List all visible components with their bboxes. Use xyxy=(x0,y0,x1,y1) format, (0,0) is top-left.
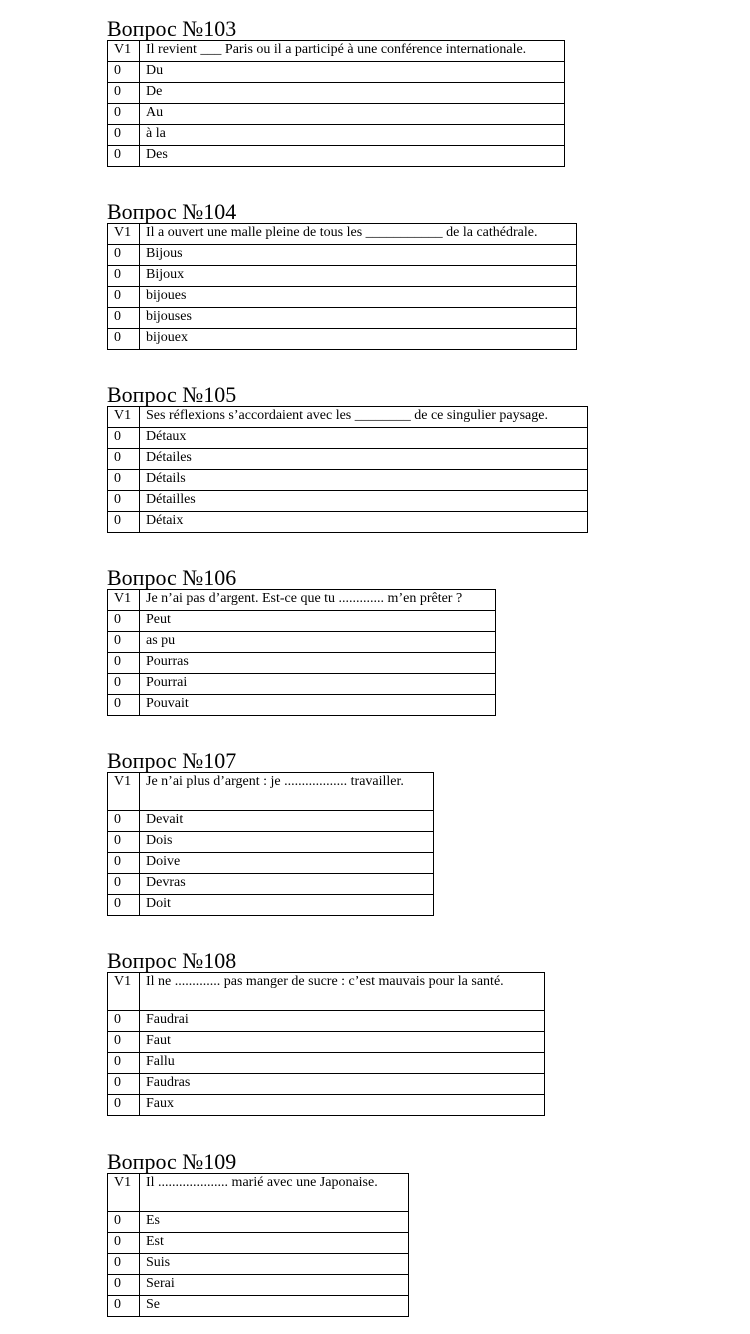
variant-code: V1 xyxy=(108,41,140,62)
option-text: Pouvait xyxy=(140,695,496,716)
option-score: 0 xyxy=(108,1233,140,1254)
option-text: Se xyxy=(140,1296,409,1317)
question-title: Вопрос №106 xyxy=(107,565,237,590)
answer-option-row xyxy=(108,1011,545,1032)
answer-option-row xyxy=(108,512,588,533)
option-score: 0 xyxy=(108,874,140,895)
answer-option-row xyxy=(108,287,577,308)
option-score: 0 xyxy=(108,1254,140,1275)
answer-option-row xyxy=(108,1032,545,1053)
option-text: Devras xyxy=(140,874,434,895)
option-score: 0 xyxy=(108,287,140,308)
option-text: à la xyxy=(140,125,565,146)
question-prompt: Il ne ............. pas manger de sucre : c’est mauvais pour la santé. xyxy=(140,973,545,1011)
option-score: 0 xyxy=(108,832,140,853)
option-text: Détailes xyxy=(140,449,588,470)
option-text: Faudras xyxy=(140,1074,545,1095)
variant-code: V1 xyxy=(108,1174,140,1212)
option-score: 0 xyxy=(108,1011,140,1032)
answer-option-row xyxy=(108,632,496,653)
option-text: Devait xyxy=(140,811,434,832)
answer-option-row xyxy=(108,125,565,146)
option-text: Pourras xyxy=(140,653,496,674)
answer-option-row xyxy=(108,811,434,832)
answer-option-row xyxy=(108,1296,409,1317)
question-block-103 xyxy=(107,18,565,167)
answer-option-row xyxy=(108,853,434,874)
option-text: bijoues xyxy=(140,287,577,308)
question-prompt: Il a ouvert une malle pleine de tous les ___________ de la cathédrale. xyxy=(140,224,577,245)
answer-option-row xyxy=(108,653,496,674)
answer-option-row xyxy=(108,428,588,449)
question-prompt: Il revient ___ Paris ou il a participé à une conférence internationale. xyxy=(140,41,565,62)
option-score: 0 xyxy=(108,125,140,146)
option-score: 0 xyxy=(108,1032,140,1053)
option-score: 0 xyxy=(108,329,140,350)
option-score: 0 xyxy=(108,245,140,266)
option-score: 0 xyxy=(108,611,140,632)
option-score: 0 xyxy=(108,632,140,653)
option-text: Pourrai xyxy=(140,674,496,695)
option-score: 0 xyxy=(108,895,140,916)
question-title: Вопрос №105 xyxy=(107,382,237,407)
option-score: 0 xyxy=(108,1275,140,1296)
option-score: 0 xyxy=(108,1095,140,1116)
variant-code: V1 xyxy=(108,407,140,428)
option-score: 0 xyxy=(108,470,140,491)
answer-option-row xyxy=(108,895,434,916)
option-text: Est xyxy=(140,1233,409,1254)
option-score: 0 xyxy=(108,1053,140,1074)
option-score: 0 xyxy=(108,1074,140,1095)
question-prompt: Je n’ai plus d’argent : je .................. travailler. xyxy=(140,773,434,811)
variant-code: V1 xyxy=(108,973,140,1011)
question-prompt: Il .................... marié avec une Japonaise. xyxy=(140,1174,409,1212)
option-score: 0 xyxy=(108,1296,140,1317)
answer-option-row xyxy=(108,104,565,125)
answer-option-row xyxy=(108,832,434,853)
option-score: 0 xyxy=(108,491,140,512)
option-text: Détaix xyxy=(140,512,588,533)
option-text: Doive xyxy=(140,853,434,874)
option-score: 0 xyxy=(108,695,140,716)
answer-option-row xyxy=(108,1074,545,1095)
option-text: Bijous xyxy=(140,245,577,266)
question-title: Вопрос №109 xyxy=(107,1149,237,1174)
answer-option-row xyxy=(108,470,588,491)
question-table xyxy=(107,1173,409,1317)
answer-option-row xyxy=(108,695,496,716)
option-text: Faut xyxy=(140,1032,545,1053)
question-title: Вопрос №103 xyxy=(107,16,237,41)
variant-code: V1 xyxy=(108,590,140,611)
option-text: Faudrai xyxy=(140,1011,545,1032)
option-text: as pu xyxy=(140,632,496,653)
option-text: Détailles xyxy=(140,491,588,512)
option-text: De xyxy=(140,83,565,104)
option-text: Suis xyxy=(140,1254,409,1275)
option-score: 0 xyxy=(108,83,140,104)
option-text: Au xyxy=(140,104,565,125)
option-text: Faux xyxy=(140,1095,545,1116)
question-header-row xyxy=(108,41,565,62)
question-prompt: Je n’ai pas d’argent. Est-ce que tu ............. m’en prêter ? xyxy=(140,590,496,611)
question-block-106 xyxy=(107,567,496,716)
option-score: 0 xyxy=(108,308,140,329)
question-table xyxy=(107,772,434,916)
option-text: bijouses xyxy=(140,308,577,329)
option-text: Peut xyxy=(140,611,496,632)
answer-option-row xyxy=(108,1053,545,1074)
option-text: Serai xyxy=(140,1275,409,1296)
answer-option-row xyxy=(108,1254,409,1275)
answer-option-row xyxy=(108,146,565,167)
option-text: Détails xyxy=(140,470,588,491)
answer-option-row xyxy=(108,308,577,329)
question-header-row xyxy=(108,590,496,611)
question-table xyxy=(107,589,496,716)
option-text: Détaux xyxy=(140,428,588,449)
option-score: 0 xyxy=(108,449,140,470)
option-score: 0 xyxy=(108,146,140,167)
option-text: Dois xyxy=(140,832,434,853)
option-text: Fallu xyxy=(140,1053,545,1074)
option-score: 0 xyxy=(108,1212,140,1233)
option-score: 0 xyxy=(108,104,140,125)
option-score: 0 xyxy=(108,653,140,674)
answer-option-row xyxy=(108,449,588,470)
option-score: 0 xyxy=(108,512,140,533)
question-header-row xyxy=(108,973,545,1011)
answer-option-row xyxy=(108,266,577,287)
option-score: 0 xyxy=(108,811,140,832)
question-block-104 xyxy=(107,201,577,350)
answer-option-row xyxy=(108,329,577,350)
question-block-105 xyxy=(107,384,588,533)
question-title: Вопрос №104 xyxy=(107,199,237,224)
answer-option-row xyxy=(108,1095,545,1116)
question-header-row xyxy=(108,773,434,811)
answer-option-row xyxy=(108,1275,409,1296)
answer-option-row xyxy=(108,245,577,266)
answer-option-row xyxy=(108,674,496,695)
question-table xyxy=(107,223,577,350)
answer-option-row xyxy=(108,62,565,83)
variant-code: V1 xyxy=(108,224,140,245)
option-text: Bijoux xyxy=(140,266,577,287)
option-score: 0 xyxy=(108,853,140,874)
answer-option-row xyxy=(108,1233,409,1254)
answer-option-row xyxy=(108,874,434,895)
question-block-108 xyxy=(107,950,545,1116)
question-header-row xyxy=(108,224,577,245)
question-header-row xyxy=(108,407,588,428)
answer-option-row xyxy=(108,611,496,632)
question-table xyxy=(107,972,545,1116)
question-block-109 xyxy=(107,1151,409,1317)
question-prompt: Ses réflexions s’accordaient avec les ________ de ce singulier paysage. xyxy=(140,407,588,428)
answer-option-row xyxy=(108,1212,409,1233)
option-text: bijouex xyxy=(140,329,577,350)
answer-option-row xyxy=(108,491,588,512)
option-text: Des xyxy=(140,146,565,167)
variant-code: V1 xyxy=(108,773,140,811)
question-title: Вопрос №108 xyxy=(107,948,237,973)
question-title: Вопрос №107 xyxy=(107,748,237,773)
answer-option-row xyxy=(108,83,565,104)
question-table xyxy=(107,40,565,167)
question-header-row xyxy=(108,1174,409,1212)
question-table xyxy=(107,406,588,533)
option-score: 0 xyxy=(108,266,140,287)
option-text: Du xyxy=(140,62,565,83)
question-block-107 xyxy=(107,750,434,916)
option-score: 0 xyxy=(108,428,140,449)
option-score: 0 xyxy=(108,674,140,695)
option-text: Es xyxy=(140,1212,409,1233)
option-text: Doit xyxy=(140,895,434,916)
option-score: 0 xyxy=(108,62,140,83)
